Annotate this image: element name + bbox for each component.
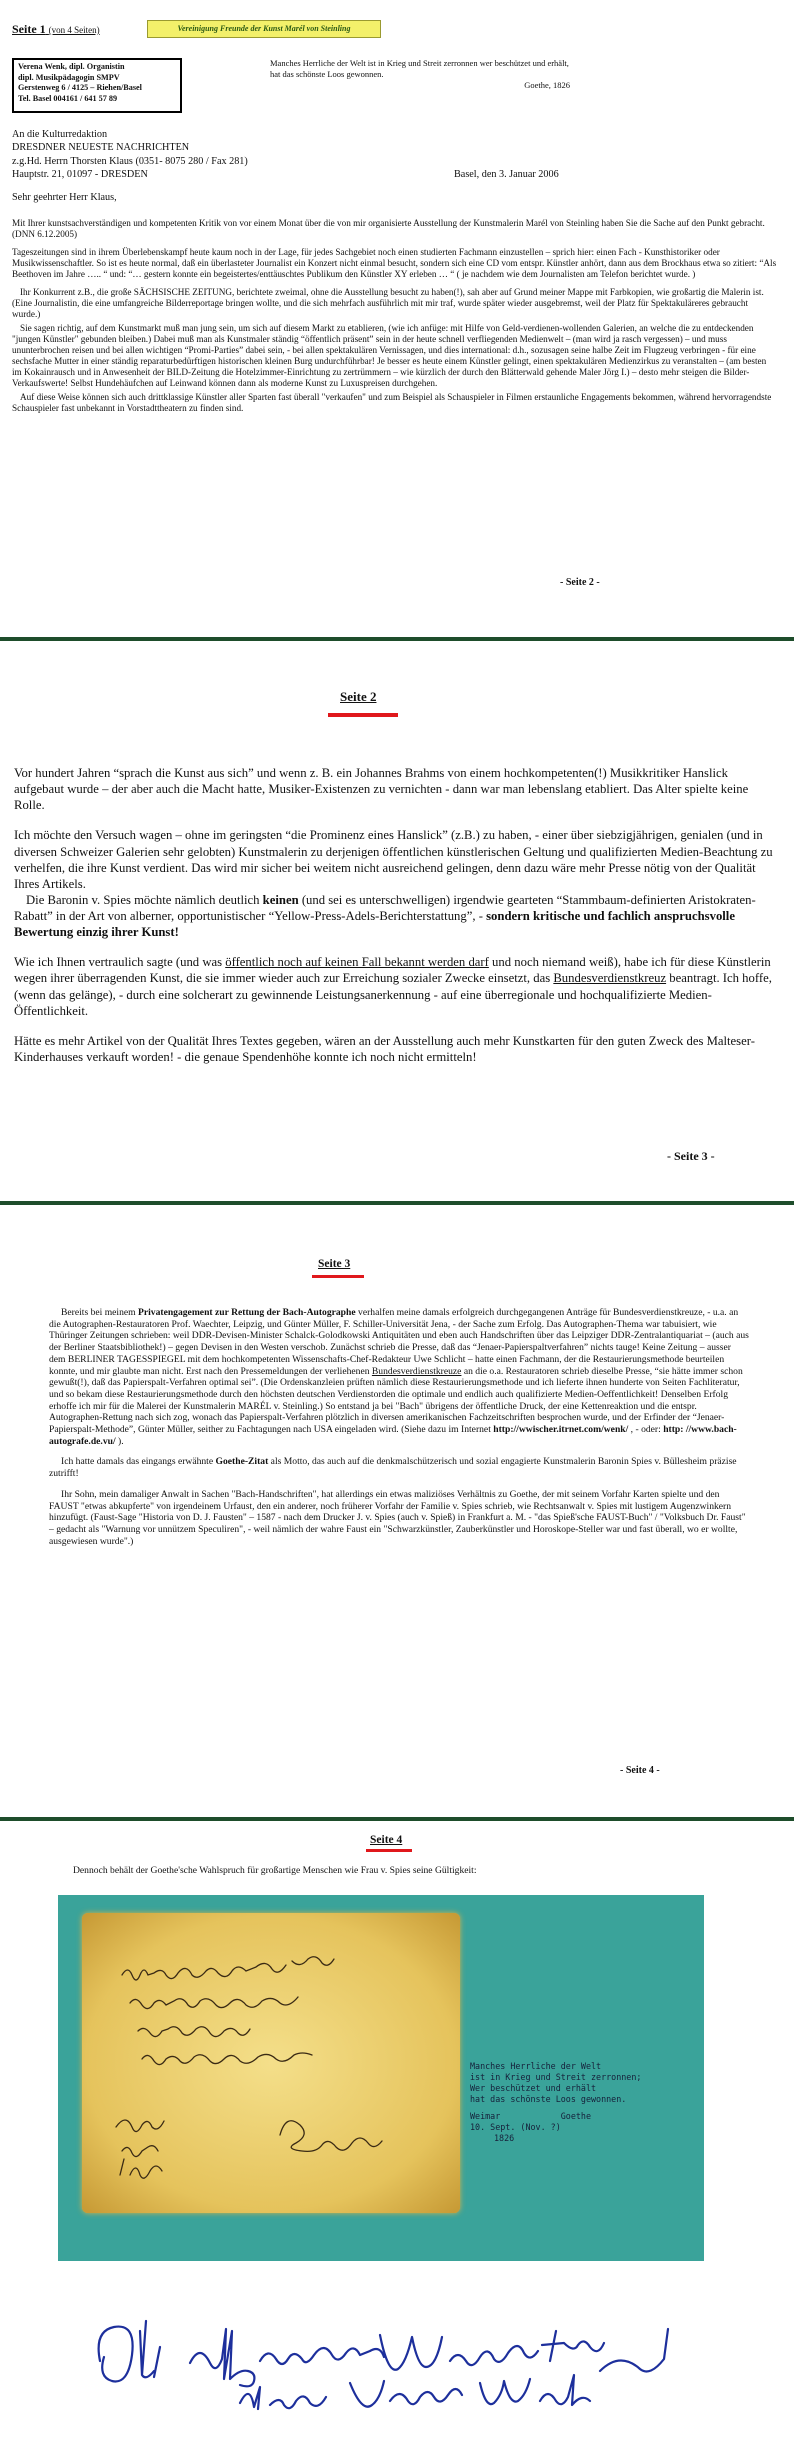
paragraph: Sie sagen richtig, auf dem Kunstmarkt muß man jung sein, um sich auf diesem Markt zu etablieren, (wie ich anfüge: mit Hilfe von Geld-verdienen-wollenden Galerien, an welche die zu entdeckenden "jungen Künstler" gebunden bleiben.) Dabei muß man als Kunstmaler ständig “öffentlich präsent” sein in der heute schnell verfliegenden Medienwelt – (man wird ja rasch vergessen) – und muss ununterbrochen reisen und bei allen wichtigen “Promi-Parties” dabei sein, - bei allen spektakulären Vernissagen, und dies international: d.h., sozusagen seine halbe Zeit im Flugzeug verbringen - für eine sechsfache Mutter in einer ständig reparaturbedürftigen historischen kleinen Burg undurchführbar! Je besser es heute einem Künstler gelingt, einen spektakulären Medienzirkus zu veranstalten – (am besten im Kokainrausch und in Anwesenheit der BILD-Zeitung die Hotelzimmer-Einrichtung zu zertrümmern – wie kürzlich der durch den Blätterwald gehende Maler Jörg I.) – desto mehr steigen die Bilder-Verkaufswerte! Selbst Hundehäufchen auf Leinwand können dann als moderne Kunst zu Luxuspreisen durchgehen. (12, 323, 767, 389)
recipient-address (12, 128, 248, 181)
text-run: als Motto, das auch auf die denkmalschützerisch und sozial engagierte Kunstmalerin Baronin Spies v. Büllesheim präzise zutrifft! (49, 1456, 737, 1480)
text-run: Bundesverdienstkreuz (553, 971, 667, 986)
letter-page-2 (0, 641, 794, 1201)
paragraph: Tageszeitungen sind in ihrem Überlebenskampf heute kaum noch in der Lage, für jedes Sachgebiet noch einen studierten Fachmann einzustellen – sprich hier: einen Fach - Kunsthistoriker oder Musikwissenschaftler. So ist es heute normal, daß ein überlasteter Journalist ein Konzert nicht einmal besucht, sondern sich eine CD vom entspr. Künstler anhört, dann aus dem Brockhaus etwa so zitiert: “Als Beethoven im Jahre ….. “ und: “… gestern konnte ein begeistertes/enttäuschtes Publikum den Künstler XY erleben … “ ( je nachdem wie dem Journalisten am Telefon berichtet wurde. ) (12, 247, 777, 280)
text-run: ). (115, 1435, 124, 1447)
title-underline (366, 1849, 412, 1852)
text-run: Ich hatte damals das eingangs erwähnte (61, 1456, 216, 1468)
quote-credit: 10. Sept. (Nov. ?) (470, 2121, 561, 2132)
text-run: verhalfen meine damals erfolgreich durchgegangenen Anträge für Bundesverdienstkreuze, - u.a. an die Autographen-Restauratoren Prof. Waechter, Leipzig, und Günter Müller, F. Schiller-Universität Jena, - der Sache zum Erfolg. Das Autographen-Thema war tabuisiert, wie Thüringer Zeitungen schrieben: weil DDR-Devisen-Minister Schalck-Golodkowski Antiquitäten und eben auch Handschriften über das Leipziger DDR-Zentralantiquariat – (auch aus der Berliner Staatsbibliothek!) – gegen Devisen in den Westen verschob. Zunächst schrieb die Presse, daß das “Jenaer-Papierspaltverfahren” nichts tauge! Keine Zeitung – ausser dem BERLINER TAGESSPIEGEL mit dem hochkompetenten Wissenschafts-Chef-Redakteur Uwe Schlicht – hatte einen Fachmann, der die Restaurierungsmethode beurteilen konnte, und mir glaubte man nicht. Erst nach den Pressemeldungen der verliehenen (49, 1307, 749, 1377)
text-run: öffentlich noch auf keinen Fall bekannt werden darf (225, 955, 489, 970)
letter-page-3 (0, 1205, 794, 1817)
paragraph (49, 1307, 749, 1447)
text-run: Die Baronin v. Spies möchte nämlich deutlich (26, 892, 263, 907)
letter-body (12, 218, 777, 418)
quote-credit: 1826 (494, 2132, 515, 2143)
next-page-ref: - Seite 3 - (667, 1149, 715, 1163)
text-run: Privatengagement zur Rettung der Bach-Autographe (138, 1307, 356, 1318)
sender-line: Verena Wenk, dipl. Organistin (18, 62, 125, 71)
salutation: Sehr geehrter Herr Klaus, (12, 192, 117, 203)
title-underline (328, 713, 398, 717)
text-run: und noch niemand weiß), habe ich für diese Künstlerin wegen ihrer überragenden Kunst, die sie immer wieder auch zur Erreichung sozialer Zwecke einsetzt, das (14, 955, 771, 986)
paragraph: Mit Ihrer kunstsachverständigen und kompetenten Kritik von vor einem Monat über die von mir organisierte Ausstellung der Kunstmalerin Marél von Steinling haben Sie die Sache auf den Punkt gebracht. (DNN 6.12.2005) (12, 218, 765, 240)
next-page-ref: - Seite 4 - (620, 1765, 660, 1776)
text-run: Goethe-Zitat (215, 1456, 269, 1468)
website-link[interactable]: http://wwischer.itrnet.com/wenk/ (493, 1424, 629, 1436)
text-run: an die o.a. Restauratoren schrieb dieselbe Presse, “sie hätte immer schon gewußt(!), daß das Papierspalt-Verfahren optimal sei”. (Die Ordenskanzleien prüften nämlich diese Restaurierungsmethode und ich lieferte ihnen hunderte von Seiten Fachliteratur, und so bekam diese Restaurierungsmethode durch den höchsten deutschen Verdienstorden die optimale und endlich auch qualifizierte Medien-Oeffentlichkeit! Denselben Erfolg erhoffe ich mir für die Malerei der Kunstmalerin MARÉL v. Steinling.) So entstand ja bei "Bach" übrigens der öffentliche Druck, der eine Kettenreaktion und die entspr. Autographen-Rettung nach sich zog, wonach das Papierspalt-Verfahren plötzlich in diversen amerikanischen Fachzeitschriften besprochen wurde, und der Erfinder der “Jenaer-Papierspalt-Methode”, Günter Müller, seither zu Fachtagungen nach USA eingeladen wird. (Siehe dazu im Internet (49, 1365, 743, 1436)
website-link[interactable]: http: //www.bach-autografe.de.vu/ (49, 1424, 737, 1447)
text-run: , - oder: (628, 1424, 664, 1436)
sender-line: Tel. Basel 004161 / 641 57 89 (18, 93, 118, 103)
handwritten-signature (80, 2291, 720, 2431)
paragraph (49, 1456, 749, 1479)
quote-line: hat das schönste Loos gewonnen. (470, 2093, 627, 2104)
motto-credit: Goethe, 1826 (524, 80, 570, 91)
address-line: DRESDNER NEUESTE NACHRICHTEN (12, 142, 190, 154)
letter-date: Basel, den 3. Januar 2006 (454, 169, 559, 180)
paragraph: Ich möchte den Versuch wagen – ohne im geringsten “die Prominenz eines Hanslick” (z.B.) zu haben, - einer über siebzigjährigen, genialen (und in diversen Schweizer Galerien sehr gelobten) Kunstmalerin zu derjenigen öffentlichen künstlerischen Geltung und qualifizierten Medien-Beachtung zu verhelfen, die ihre Kunst verdient. Das wird mir sicher bei weitem nicht ausreichend gelingen, denn dazu wäre mehr Presse nötig von der Qualität Ihres Artikels. (14, 828, 773, 891)
paragraph (14, 892, 779, 940)
page-header (12, 22, 100, 37)
handwritten-manuscript-drawing (82, 1913, 460, 2213)
next-page-ref: - Seite 2 - (560, 577, 600, 588)
page-number: Seite 1 (12, 22, 46, 36)
address-line: An die Kulturredaktion (12, 129, 108, 140)
text-run: beantragt. Ich hoffe, (wenn das gelänge), - durch eine solcherart zu gewinnende Leistungsanerkennung - auf eine überregionale und hochqualifizierte Medien-Öffentlichkeit. (14, 971, 772, 1018)
letter-page-1 (0, 0, 794, 637)
paragraph (14, 954, 779, 1019)
text-run: Wie ich Ihnen vertraulich sagte (und was (14, 955, 226, 970)
paragraph: Ihr Sohn, mein damaliger Anwalt in Sachen "Bach-Handschriften", hat allerdings ein etwas maliziöses Verhältnis zu Goethe, der mit seinem Vorfahr Karten spielte und den FAUST "etwas abkupferte" von irgendeinem Urfaust, den ein anderer, noch früherer Vorfahr der Familie v. Spies schrieb, wie Rechtsanwalt v. Spies mit lustigem Augenzwinkern hinzufügt. (Faust-Sage "Historia von D. J. Fausten" – 1587 - nach dem Drucker J. v. Spies (auch v. Spieß) in Frankfurt a. M. - "das Spieß'sche FAUST-Buch" / "Volksbuch Dr. Faust" – gedacht als "Warnung vor unnützem Speculiren", - weil nämlich der wahre Faust ein "Schwarzkünstler, Zauberkünstler und Horoskope-Steller war und fast überall, wo er wollte, ausgewiesen wurde".) (49, 1488, 746, 1547)
sender-line: Gerstenweg 6 / 4125 – Riehen/Basel (18, 83, 142, 93)
paragraph: Hätte es mehr Artikel von der Qualität Ihres Textes gegeben, wären an der Ausstellung auch mehr Kunstkarten für den guten Zweck des Malteser-Kinderhauses verkauft worden! - die genaue Spendenhöhe konnte ich noch nicht ermitteln! (14, 1033, 755, 1064)
title-underline (312, 1275, 364, 1278)
text-run: (und sei es unterschwelligen) irgendwie gearteten “Stammbaum-definierten Aristokraten-Rabatt” in der Art von alberner, opportunistischer “Yellow-Press-Adels-Berichterstattung”, - (14, 892, 756, 923)
page-count-note: (von 4 Seiten) (48, 25, 100, 35)
quote-line: Wer beschützet und erhält (470, 2082, 597, 2093)
page-title: Seite 2 (340, 689, 377, 704)
paragraph: Ihr Konkurrent z.B., die große SÄCHSISCHE ZEITUNG, berichtete zweimal, ohne die Ausstellung besucht zu haben(!), sah aber auf Grund meiner Mappe mit Farbkopien, wie großartig die Malerin ist. (Eine Journalistin, die eine umfangreiche Bilderreportage bringen wollte, und die sich mehrfach ausführlich mit mir traf, wurde später wieder ausgebremst, weil der Platz für Spektakuläreres gebraucht wurde.) (12, 287, 764, 320)
quote-line: ist in Krieg und Streit zerronnen; (470, 2071, 642, 2082)
paragraph: Vor hundert Jahren “sprach die Kunst aus sich” und wenn z. B. ein Johannes Brahms von einem hochkompetenten(!) Musikkritiker Hanslick aufgebaut wurde – der aber auch die Macht hatte, Musiker-Existenzen zu vernichten - dann war man lebenslang etabliert. Das Alter spielte keine Rolle. (14, 766, 749, 813)
association-badge: Vereinigung Freunde der Kunst Marél von Steinling (147, 20, 381, 38)
goethe-motto (270, 58, 570, 91)
goethe-manuscript-image (82, 1913, 460, 2213)
text-run: keinen (262, 892, 299, 907)
address-line: z.g.Hd. Herrn Thorsten Klaus (0351- 8075 280 / Fax 281) (12, 155, 248, 167)
text-run: Bereits bei meinem (61, 1307, 138, 1318)
page-title: Seite 3 (318, 1258, 351, 1270)
text-run: Bundesverdienstkreuze (371, 1365, 462, 1377)
goethe-manuscript-panel (58, 1895, 704, 2261)
text-run: sondern kritische und fachlich anspruchsvolle Bewertung einzig ihrer Kunst! (14, 909, 735, 940)
quote-line: Manches Herrliche der Welt (470, 2061, 602, 2071)
paragraph: Auf diese Weise können sich auch drittklassige Künstler aller Sparten fast überall "verkaufen" und zum Beispiel als Schauspieler in Filmen erstaunliche Engagements bekommen, während hervorragendste Schauspieler fast unbekannt in Vorstadttheatern zu finden sind. (12, 392, 772, 414)
sender-line: dipl. Musikpädagogin SMPV (18, 72, 120, 82)
letter-page-4 (0, 1821, 794, 2441)
quote-credit: Weimar Goethe (470, 2110, 592, 2121)
intro-text: Dennoch behält der Goethe'sche Wahlspruch für großartige Menschen wie Frau v. Spies seine Gültigkeit: (73, 1865, 477, 1876)
address-line: Hauptstr. 21, 01097 - DRESDEN (12, 168, 148, 180)
goethe-quote (470, 2061, 700, 2143)
signature-drawing (80, 2291, 720, 2431)
motto-text: Manches Herrliche der Welt ist in Krieg und Streit zerronnen wer beschützet und erhält, hat das schönste Loos gewonnen. (270, 58, 569, 80)
letter-body (14, 765, 779, 1079)
sender-box (12, 58, 182, 113)
letter-body (49, 1307, 749, 1556)
page-title: Seite 4 (370, 1834, 403, 1846)
